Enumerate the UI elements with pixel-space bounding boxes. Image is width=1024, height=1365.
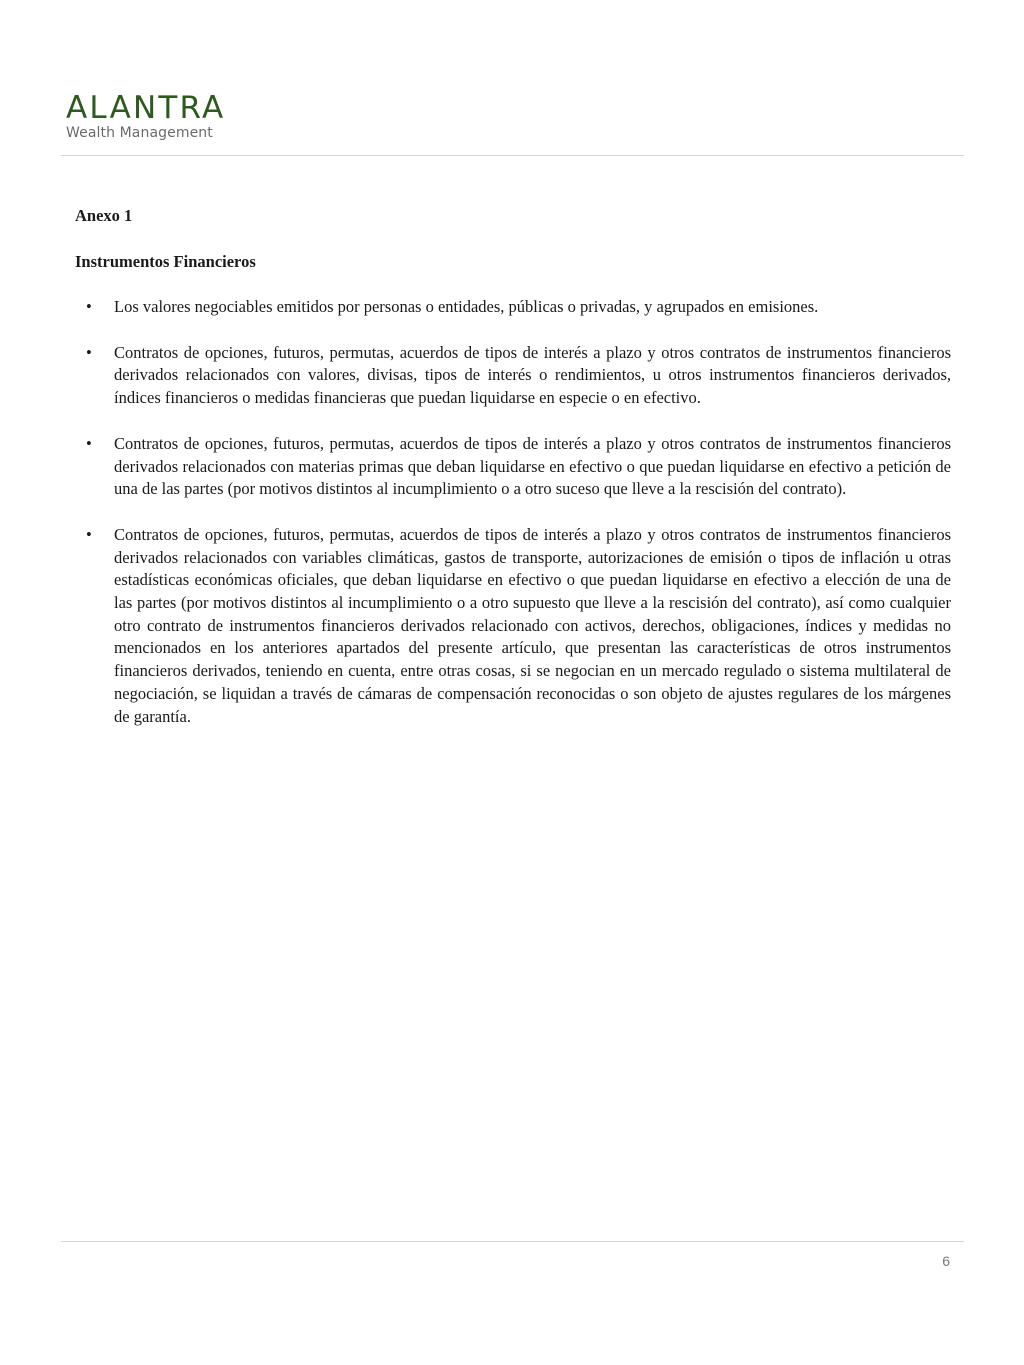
logo-name: ALANTRA <box>66 90 226 126</box>
list-item-text: Contratos de opciones, futuros, permutas, acuerdos de tipos de interés a plazo y otros contratos de instrumentos financieros derivados relacionados con valores, divisas, tipos de interés o rendimientos, u otros instrumentos financieros derivados, índices financieros o medidas financieras que puedan liquidarse en especie o en efectivo. <box>114 342 951 408</box>
page-number: 6 <box>942 1253 950 1269</box>
bullet-icon: • <box>86 524 92 544</box>
list-item <box>86 296 951 319</box>
bullet-icon: • <box>86 342 92 362</box>
list-item <box>86 524 951 728</box>
list-item-text: Contratos de opciones, futuros, permutas, acuerdos de tipos de interés a plazo y otros contratos de instrumentos financieros derivados relacionados con variables climáticas, gastos de transporte, autorizaciones de emisión o tipos de inflación u otras estadísticas económicas oficiales, que deban liquidarse en efectivo o que puedan liquidarse en efectivo a elección de una de las partes (por motivos distintos al incumplimiento o a otro supuesto que lleve a la rescisión del contrato), así como cualquier otro contrato de instrumentos financieros derivados relacionado con activos, derechos, obligaciones, índices y medidas no mencionados en los anteriores apartados del presente artículo, que presentan las características de otros instrumentos financieros derivados, teniendo en cuenta, entre otras cosas, si se negocian en un mercado regulado o sistema multilateral de negociación, se liquidan a través de cámaras de compensación reconocidas o son objeto de ajustes regulares de los márgenes de garantía. <box>114 524 951 726</box>
list-item-text: Los valores negociables emitidos por personas o entidades, públicas o privadas, y agrupados en emisiones. <box>114 297 819 316</box>
company-logo <box>66 92 225 141</box>
logo-subtitle: Wealth Management <box>66 125 213 141</box>
section-title: Instrumentos Financieros <box>75 252 256 271</box>
list-item <box>86 342 951 410</box>
bullet-icon: • <box>86 297 92 316</box>
footer-divider <box>61 1241 964 1242</box>
annex-title: Anexo 1 <box>75 206 133 225</box>
list-item <box>86 433 951 501</box>
bullet-list <box>86 296 951 751</box>
header-divider <box>61 155 964 156</box>
list-item-text: Contratos de opciones, futuros, permutas, acuerdos de tipos de interés a plazo y otros contratos de instrumentos financieros derivados relacionados con materias primas que deban liquidarse en efectivo o que puedan liquidarse en efectivo a petición de una de las partes (por motivos distintos al incumplimiento o a otro suceso que lleve a la rescisión del contrato). <box>114 433 951 499</box>
bullet-icon: • <box>86 433 92 453</box>
